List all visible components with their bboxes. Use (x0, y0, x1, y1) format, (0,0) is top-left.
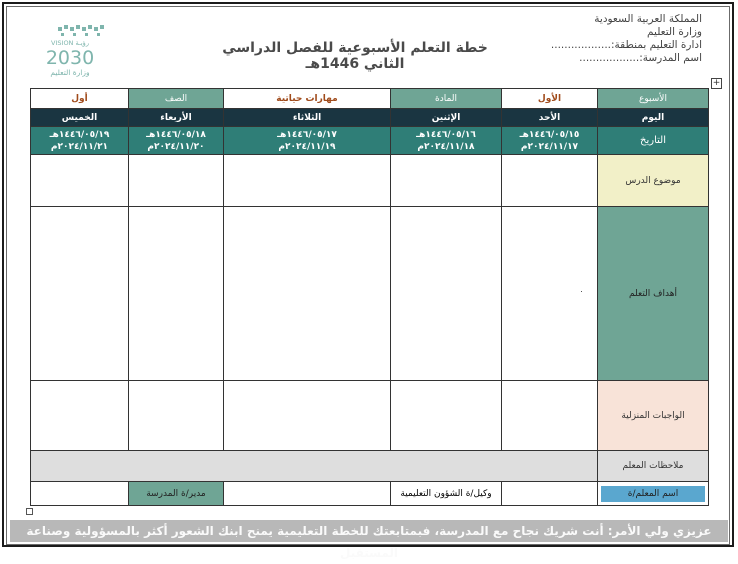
day-wednesday: الأربعاء (129, 109, 224, 127)
table-resize-handle-icon[interactable] (26, 508, 33, 515)
date-wednesday (129, 127, 224, 155)
lesson-topic-cell[interactable] (391, 155, 502, 207)
logo-vision-text: VISION رؤيـة (51, 39, 89, 47)
gregorian-date: ٢٠٢٤/١١/٢٠م (147, 141, 205, 152)
weekly-plan-table (30, 88, 709, 506)
page-title: خطة التعلم الأسبوعية للفصل الدراسي الثاني 1446هـ (222, 40, 488, 72)
gregorian-date: ٢٠٢٤/١١/٢١م (50, 141, 109, 152)
objectives-label: أهداف التعلم (598, 207, 709, 381)
day-monday: الإثنين (391, 109, 502, 127)
vision-2030-logo (36, 24, 106, 80)
notes-cell[interactable] (31, 451, 598, 482)
date-thursday (31, 127, 129, 155)
lesson-topic-cell[interactable] (502, 155, 598, 207)
hijri-date: ١٤٤٦/٠٥/١٥هـ (519, 129, 580, 140)
homework-cell[interactable] (129, 381, 224, 451)
lesson-topic-row (31, 155, 709, 207)
lesson-topic-cell[interactable] (31, 155, 129, 207)
stray-dot (581, 291, 582, 292)
date-row (31, 127, 709, 155)
date-tuesday (224, 127, 391, 155)
day-thursday: الخميس (31, 109, 129, 127)
grade-label: الصف (129, 89, 224, 109)
homework-cell[interactable] (224, 381, 391, 451)
teacher-signature-cell[interactable] (502, 482, 598, 506)
parent-message-footer: عزيزي ولي الأمر: أنت شريك نجاح مع المدرسة، فبمتابعتك للخطة التعليمية يمنح ابنك الشعور أكثر بالمسؤولية وصناعة المستقبل (10, 520, 728, 542)
objectives-cell[interactable] (224, 207, 391, 381)
notes-label: ملاحظات المعلم (598, 451, 709, 482)
gregorian-date: ٢٠٢٤/١١/١٨م (417, 141, 475, 152)
homework-label: الواجبات المنزلية (598, 381, 709, 451)
teacher-name-cell (598, 482, 709, 506)
gregorian-date: ٢٠٢٤/١١/١٧م (520, 141, 579, 152)
deputy-signature-cell[interactable] (224, 482, 391, 506)
day-row (31, 109, 709, 127)
region-field[interactable]: ادارة التعليم بمنطقة:.................. (550, 39, 702, 51)
lesson-topic-cell[interactable] (129, 155, 224, 207)
header-info (551, 13, 702, 65)
hijri-date: ١٤٤٦/٠٥/١٦هـ (416, 129, 476, 140)
homework-row (31, 381, 709, 451)
homework-cell[interactable] (391, 381, 502, 451)
hijri-date: ١٤٤٦/٠٥/١٩هـ (49, 129, 110, 140)
objectives-cell[interactable] (31, 207, 129, 381)
principal-signature-cell[interactable] (31, 482, 129, 506)
kingdom-label: المملكة العربية السعودية (594, 13, 702, 25)
info-row (31, 89, 709, 109)
lesson-topic-cell[interactable] (224, 155, 391, 207)
date-label: التاريخ (598, 127, 709, 155)
ministry-label: وزارة التعليم (647, 26, 702, 38)
deputy-label: وكيل/ة الشؤون التعليمية (391, 482, 502, 506)
logo-ministry-text: وزارة التعليم (50, 68, 90, 77)
week-label: الأسبوع (598, 89, 709, 109)
table-move-handle-icon[interactable]: + (712, 78, 721, 88)
hijri-date: ١٤٤٦/٠٥/١٧هـ (277, 129, 337, 140)
notes-row (31, 451, 709, 482)
logo-year-text: 2030 (45, 47, 95, 69)
homework-cell[interactable] (502, 381, 598, 451)
objectives-cell[interactable] (391, 207, 502, 381)
date-monday (391, 127, 502, 155)
principal-label: مدير/ة المدرسة (129, 482, 224, 506)
day-label: اليوم (598, 109, 709, 127)
hijri-date: ١٤٤٦/٠٥/١٨هـ (146, 129, 206, 140)
objectives-row (31, 207, 709, 381)
vision-2030-logo-icon (36, 24, 106, 80)
objectives-cell[interactable] (129, 207, 224, 381)
homework-cell[interactable] (31, 381, 129, 451)
subject-value[interactable]: مهارات حياتية (224, 89, 391, 109)
date-sunday (502, 127, 598, 155)
school-field[interactable]: اسم المدرسة:.................. (579, 52, 702, 64)
objectives-cell[interactable] (502, 207, 598, 381)
grade-value[interactable]: أول (31, 89, 129, 109)
signature-row (31, 482, 709, 506)
lesson-topic-label: موضوع الدرس (598, 155, 709, 207)
gregorian-date: ٢٠٢٤/١١/١٩م (278, 141, 336, 152)
teacher-name-label: اسم المعلم/ة (601, 486, 705, 502)
week-value[interactable]: الأول (502, 89, 598, 109)
subject-label: المادة (391, 89, 502, 109)
day-tuesday: الثلاثاء (224, 109, 391, 127)
day-sunday: الأحد (502, 109, 598, 127)
